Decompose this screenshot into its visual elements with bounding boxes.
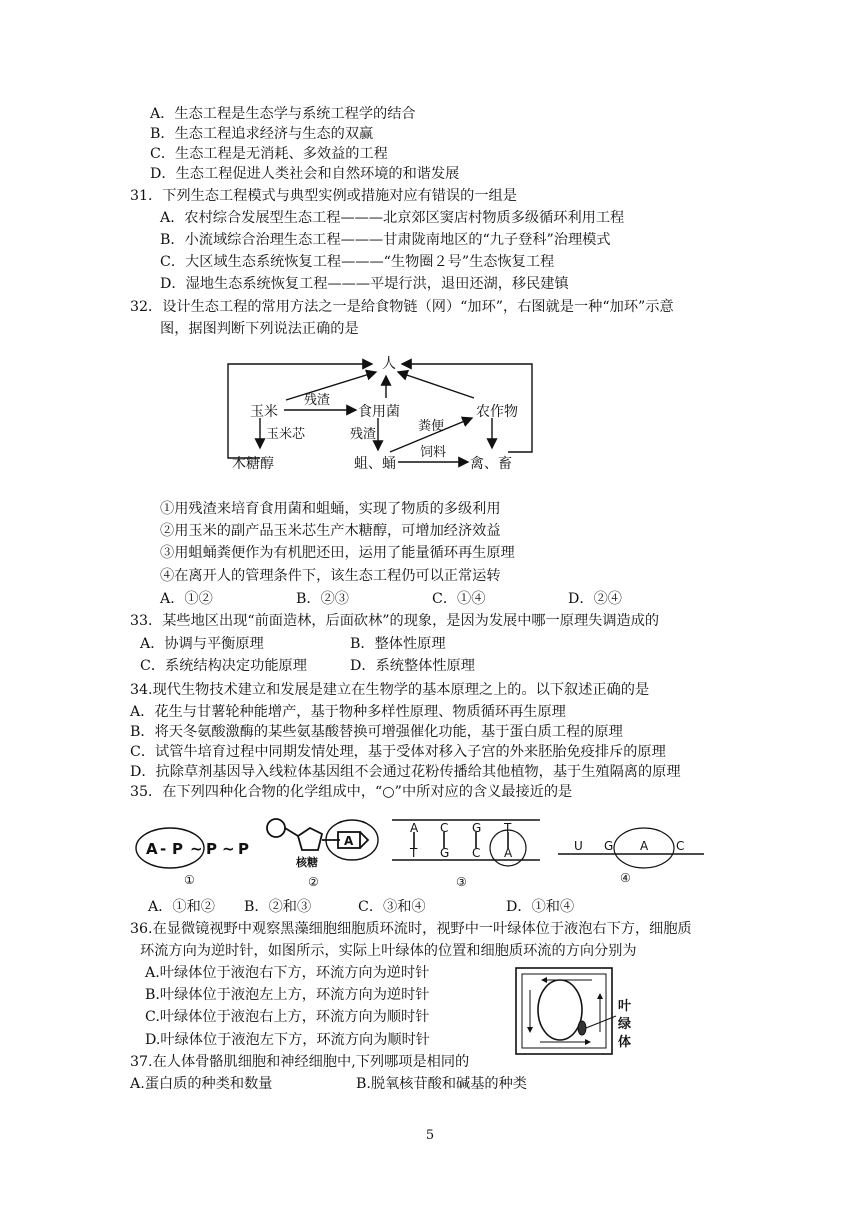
q35-figure-2 [264,812,384,892]
q31-option-a: A．农村综合发展型生态工程———北京郊区窦店村物质多级循环利用工程 [160,210,625,226]
q33-option-b: B．整体性原理 [350,636,446,652]
diagram-shiyongjun: 食用菌 [358,404,400,420]
diagram-canzha-2: 残渣 [350,427,377,442]
q32-food-web-diagram [222,352,542,478]
diagram-mutangchun: 木糖醇 [232,456,274,472]
q35-fig2-hetang: 核糖 [296,856,318,869]
q35-option-b: B．②和③ [244,899,312,915]
diagram-canzha-1: 残渣 [304,393,331,408]
diagram-yumi: 玉米 [250,404,278,420]
svg-text:P: P [206,840,217,858]
q35-figure-1 [134,818,264,890]
svg-text:叶: 叶 [618,999,632,1014]
q32-statement-2: ②用玉米的副产品玉米芯生产木糖醇，可增加经济效益 [160,523,501,539]
svg-text:A: A [410,821,419,835]
q35-figure-4 [556,822,706,888]
q34-option-a: A．花生与甘薯轮种能增产，基于物种多样性原理、物质循环再生原理 [130,704,566,720]
q31-option-d: D．湿地生态系统恢复工程———平堤行洪，退田还湖，移民建镇 [160,276,569,292]
q37-stem: 37.在人体骨骼肌细胞和神经细胞中,下列哪项是相同的 [130,1054,470,1070]
q33-option-a: A．协调与平衡原理 [140,636,264,652]
q32-statement-3: ③用蛆蛹粪便作为有机肥还田，运用了能量循环再生原理 [160,545,515,561]
q37-option-a: A.蛋白质的种类和数量 [130,1076,273,1092]
q34-option-b: B．将天冬氨酸激酶的某些氨基酸替换可增强催化功能，基于蛋白质工程的原理 [130,724,623,740]
svg-text:P: P [238,840,249,858]
svg-text:-: - [160,840,167,858]
q30-option-b: B．生态工程追求经济与生态的双赢 [150,126,374,142]
svg-text:G: G [440,846,450,860]
page-number: 5 [425,1128,435,1143]
q33-stem: 33．某些地区出现“前面造林，后面砍林”的现象，是因为发展中哪一原理失调造成的 [130,613,660,629]
q35-fig3-label: ③ [456,875,467,889]
q33-option-d: D．系统整体性原理 [350,658,475,674]
q32-option-a: A．①② [160,591,213,607]
diagram-qiyong: 蛆、蛹 [354,456,396,472]
q32-option-c: C．①④ [432,591,486,607]
q31-stem: 31．下列生态工程模式与典型实例或措施对应有错误的一组是 [130,188,517,204]
diagram-nongzuowu: 农作物 [476,404,518,420]
svg-text:C: C [472,846,481,860]
q32-statement-1: ①用残渣来培育食用菌和蛆蛹，实现了物质的多级利用 [160,501,501,517]
diagram-siliao: 饲料 [420,445,447,460]
q32-stem-line2: 图，据图判断下列说法正确的是 [160,321,359,337]
svg-text:U: U [574,839,583,853]
q36-stem-line1: 36.在显微镜视野中观察黑藻细胞细胞质环流时，视野中一叶绿体位于液泡右下方，细胞质 [130,921,692,937]
diagram-fenbian: 粪便 [418,419,445,434]
q35-fig1-label: ① [184,873,195,887]
q32-option-b: B．②③ [296,591,349,607]
q30-option-a: A．生态工程是生态学与系统工程学的结合 [150,106,416,122]
q35-fig2-label: ② [308,875,319,889]
q36-option-c: C.叶绿体位于液泡右上方，环流方向为顺时针 [145,1009,430,1025]
svg-text:体: 体 [618,1035,632,1050]
q35-figure-3 [390,814,550,892]
q30-option-d: D．生态工程促进人类社会和自然环境的和谐发展 [150,166,460,182]
q37-option-b: B.脱氧核苷酸和碱基的种类 [356,1076,527,1092]
q36-option-b: B.叶绿体位于液泡左上方，环流方向为逆时针 [145,987,430,1003]
svg-text:C: C [440,821,449,835]
q35-fig4-label: ④ [620,871,631,885]
q31-option-c: C．大区域生态系统恢复工程———“生物圈２号”生态恢复工程 [160,254,555,270]
svg-text:C: C [676,839,685,853]
svg-text:A: A [504,846,513,860]
diagram-ren: 人 [382,356,396,372]
q35-stem: 35．在下列四种化合物的化学组成中，“○”中所对应的含义最接近的是 [130,784,573,800]
q34-stem: 34.现代生物技术建立和发展是建立在生物学的基本原理之上的。以下叙述正确的是 [130,682,650,698]
q35-option-c: C．③和④ [358,899,426,915]
q34-option-d: D．抗除草剂基因导入线粒体基因组不会通过花粉传播给其他植物，基于生殖隔离的原理 [130,764,681,780]
diagram-qinchu: 禽、畜 [470,456,512,472]
q32-statement-4: ④在离开人的管理条件下，该生态工程仍可以正常运转 [160,568,501,584]
q36-cell-figure [514,966,640,1058]
q36-stem-line2: 环流方向为逆时针，如图所示，实际上叶绿体的位置和细胞质环流的方向分别为 [140,943,637,959]
svg-text:A: A [640,839,649,853]
svg-text:P: P [172,840,183,858]
svg-text:T: T [504,821,512,835]
q36-option-d: D.叶绿体位于液泡左下方，环流方向为顺时针 [145,1032,430,1048]
q32-option-d: D．②④ [568,591,622,607]
q33-option-c: C．系统结构决定功能原理 [140,658,307,674]
svg-text:绿: 绿 [618,1017,632,1032]
svg-text:~: ~ [222,840,235,858]
svg-text:~: ~ [190,840,203,858]
q30-option-c: C．生态工程是无消耗、多效益的工程 [150,146,388,162]
diagram-yumixin: 玉米芯 [266,427,306,442]
svg-text:A: A [146,840,158,858]
q31-option-b: B．小流域综合治理生态工程———甘肃陇南地区的“九子登科”治理模式 [160,232,611,248]
svg-text:G: G [604,839,614,853]
q32-stem-line1: 32．设计生态工程的常用方法之一是给食物链（网）“加环”，右图就是一种“加环”示意 [130,299,674,315]
svg-text:A: A [344,834,354,848]
q35-option-d: D．①和④ [506,899,575,915]
q34-option-c: C．试管牛培育过程中同期发情处理，基于受体对移入子宫的外来胚胎免疫排斥的原理 [130,744,666,760]
q35-option-a: A．①和② [148,899,215,915]
svg-text:G: G [472,821,482,835]
svg-text:T: T [410,846,418,860]
q36-option-a: A.叶绿体位于液泡右下方，环流方向为逆时针 [145,965,430,981]
